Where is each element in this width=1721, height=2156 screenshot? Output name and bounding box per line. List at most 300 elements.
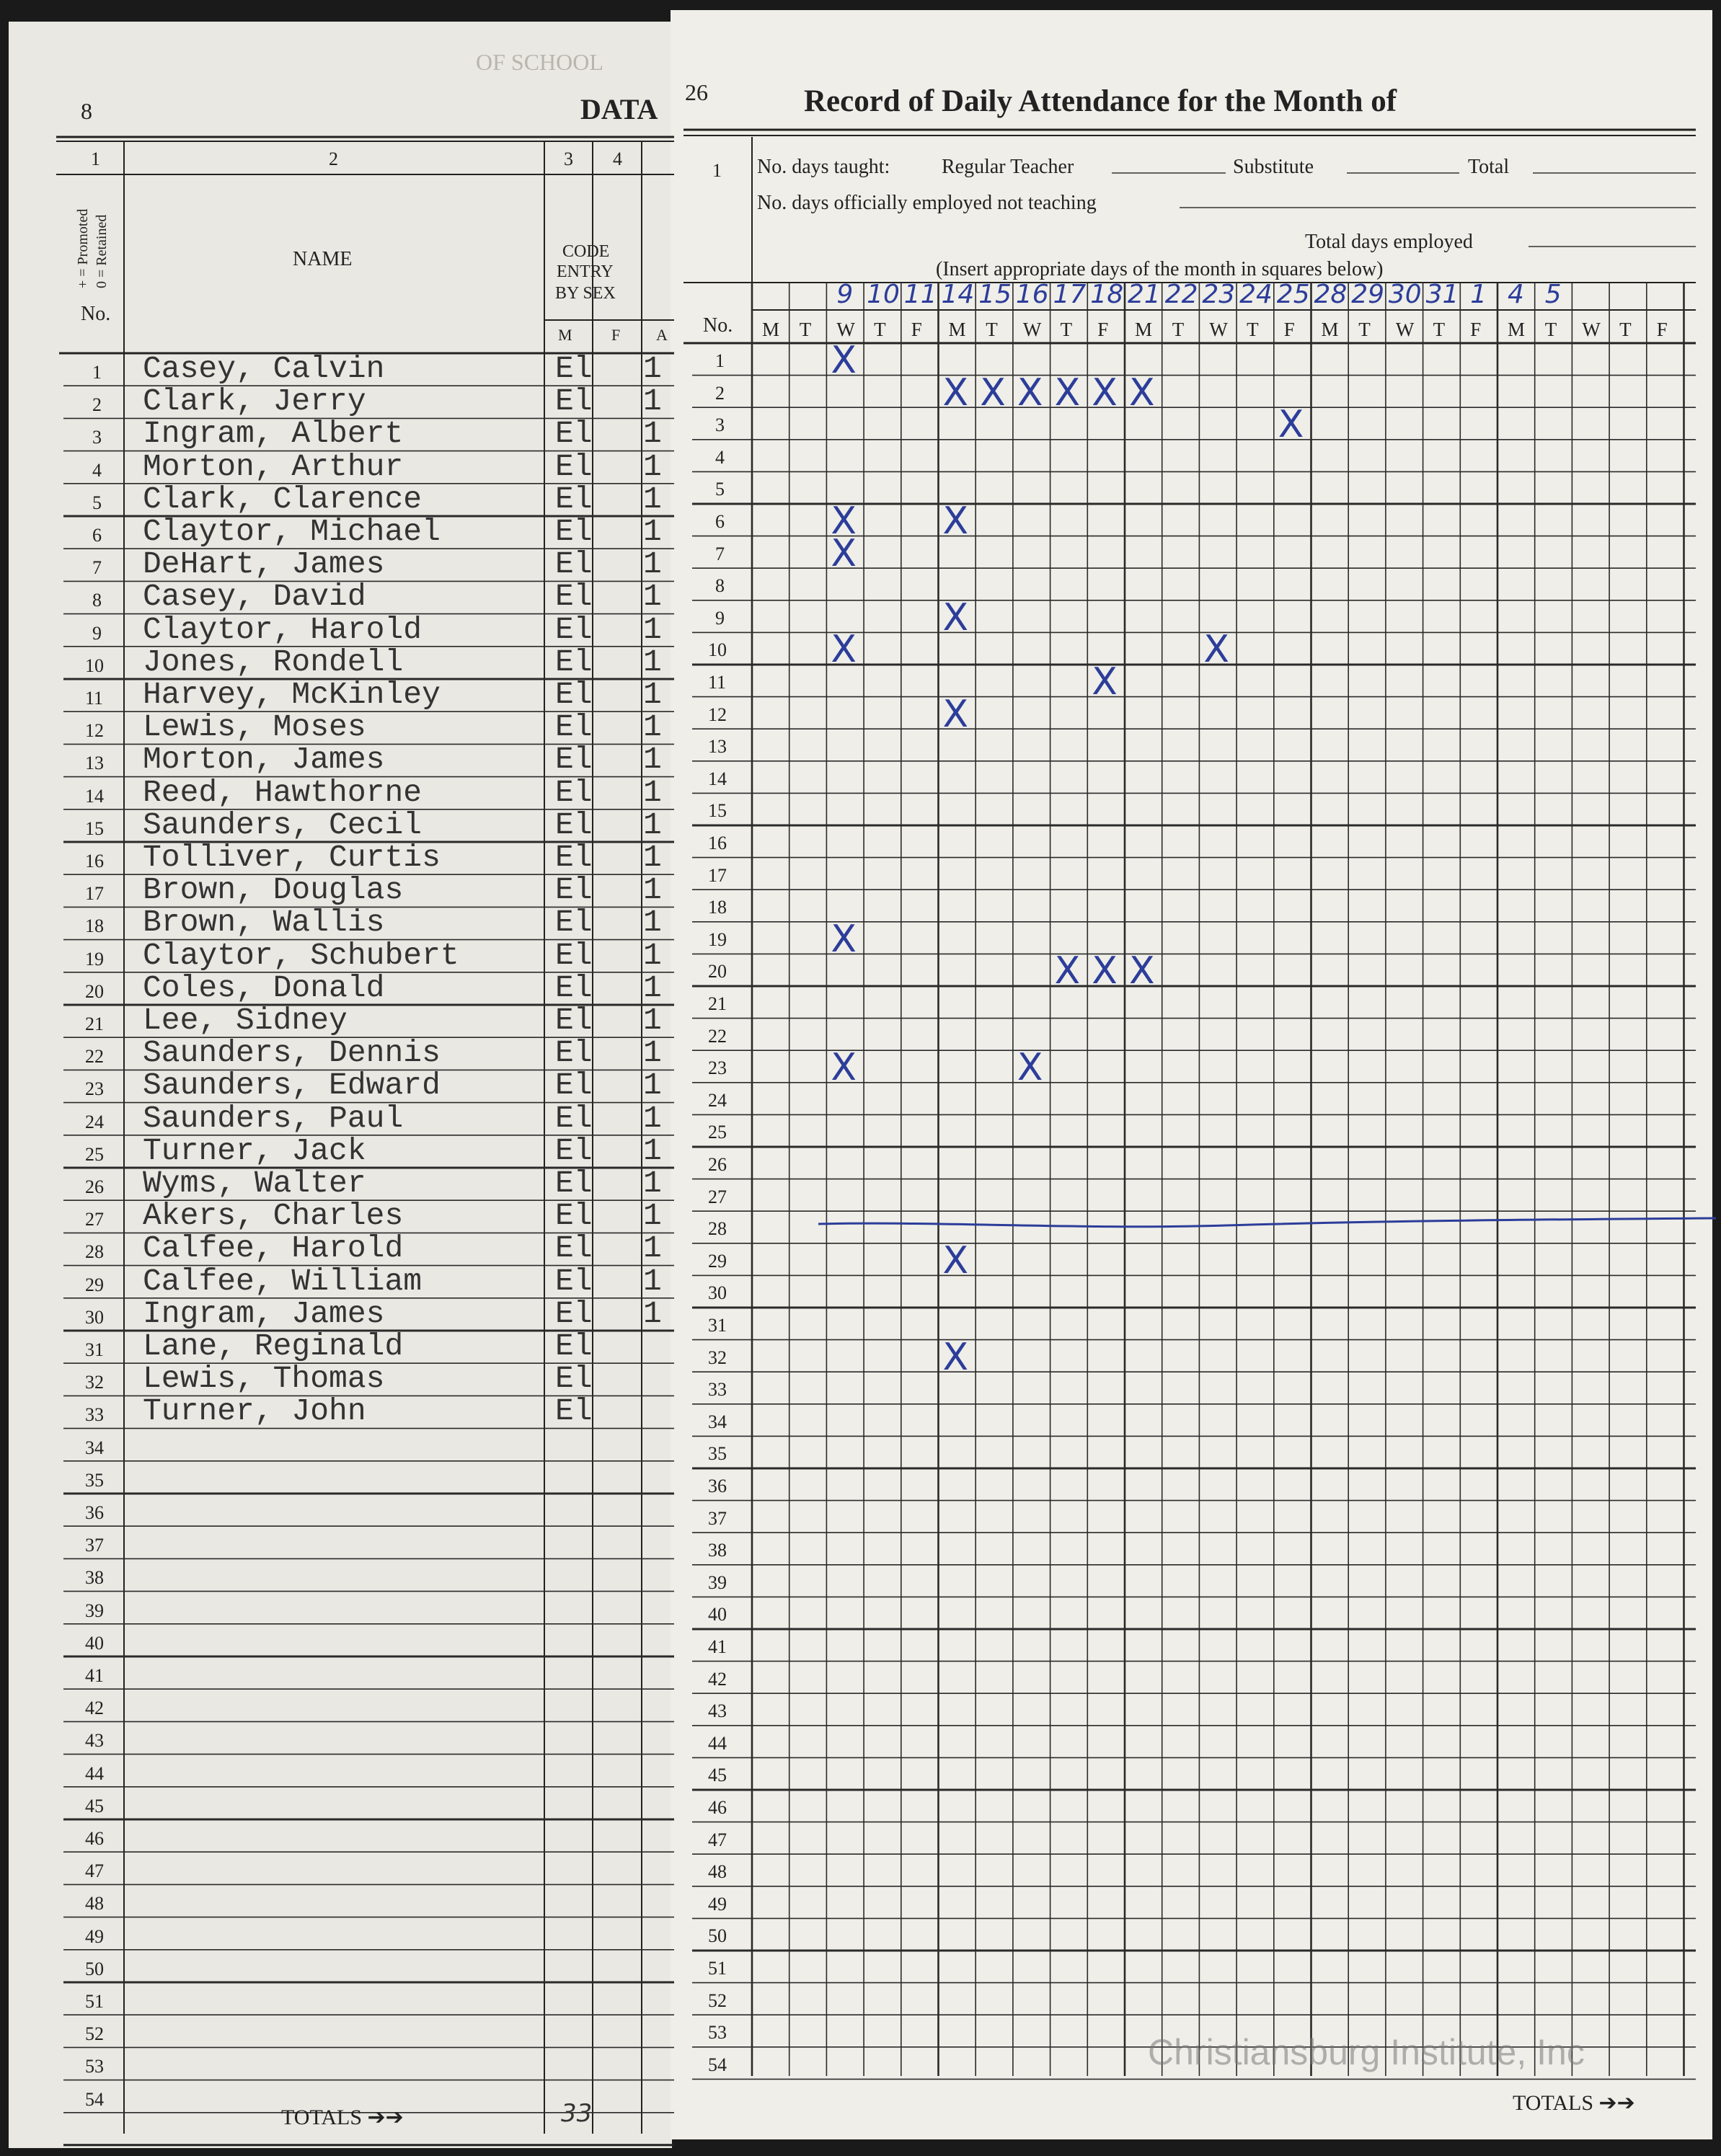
student-name: Jones, Rondell [143, 644, 404, 680]
sex-code: El [555, 1068, 593, 1104]
sex-m-label: M [558, 326, 572, 344]
col-header-2: 2 [329, 148, 338, 169]
col-header-3: 3 [564, 148, 573, 169]
absence-mark: X [831, 917, 857, 961]
col-a-mark: 1 [643, 709, 662, 745]
col-a-mark: 1 [643, 611, 662, 647]
absence-mark: X [831, 628, 857, 672]
row-number: 45 [85, 1795, 104, 1816]
col-a-mark: 1 [643, 1035, 662, 1071]
row-number: 44 [85, 1762, 104, 1784]
absence-mark: X [1278, 403, 1304, 447]
grid-row-number: 35 [708, 1443, 727, 1465]
handwritten-date: 16 [1015, 280, 1049, 309]
row-number: 14 [85, 785, 104, 807]
weekday-label: T [1544, 319, 1557, 340]
grid-row-number: 43 [708, 1700, 727, 1722]
sex-code: El [555, 905, 593, 941]
col-a-mark: 1 [643, 1263, 662, 1299]
grid-row-number: 27 [708, 1186, 727, 1207]
row-number: 16 [85, 851, 104, 871]
student-name: Saunders, Dennis [143, 1035, 441, 1071]
handwritten-date: 14 [941, 280, 975, 309]
weekday-label: T [874, 319, 886, 340]
code-label-3: BY SEX [555, 284, 616, 303]
handwritten-date: 24 [1239, 280, 1273, 309]
student-name: Brown, Douglas [143, 872, 404, 908]
left-page-title-fragment: DATA [580, 93, 658, 125]
sex-code: El [555, 1393, 593, 1429]
left-totals-value: 33 [561, 2099, 593, 2128]
sex-code: El [555, 1361, 593, 1397]
col-a-mark: 1 [643, 1100, 662, 1136]
left-no-label: No. [81, 303, 111, 325]
substitute-label: Substitute [1233, 156, 1314, 178]
col-a-mark: 1 [643, 448, 662, 484]
row-number: 26 [85, 1176, 104, 1197]
grid-row-number: 34 [708, 1411, 727, 1432]
sex-code: El [555, 1132, 593, 1168]
student-name: DeHart, James [143, 546, 385, 582]
row-number: 3 [92, 427, 102, 448]
student-name: Clark, Clarence [143, 481, 422, 517]
sex-code: El [555, 677, 593, 712]
grid-row-number: 30 [708, 1282, 727, 1304]
col-a-mark: 1 [643, 546, 662, 582]
sex-code: El [555, 351, 593, 386]
row-number: 2 [92, 394, 102, 416]
sex-code: El [555, 1295, 593, 1331]
row-number: 43 [85, 1730, 104, 1752]
weekday-label: M [1321, 319, 1339, 340]
weekday-label: W [1209, 319, 1228, 340]
code-label-2: ENTRY [557, 262, 614, 281]
row-number: 29 [85, 1274, 104, 1295]
handwritten-date: 21 [1128, 280, 1161, 309]
absence-mark: X [980, 371, 1006, 414]
student-name: Casey, David [143, 579, 366, 615]
weekday-label: M [1135, 319, 1153, 340]
student-name: Claytor, Michael [143, 514, 441, 549]
grid-row-number: 29 [708, 1250, 727, 1272]
grid-row-number: 26 [708, 1154, 727, 1175]
left-page-number: 8 [81, 98, 92, 124]
sex-code: El [555, 383, 593, 420]
student-name: Clark, Jerry [143, 383, 366, 420]
student-name: Saunders, Edward [143, 1068, 441, 1104]
total-employed-label: Total days employed [1305, 231, 1473, 253]
row-number: 48 [85, 1893, 104, 1915]
student-name: Ingram, Albert [143, 416, 404, 452]
grid-row-number: 47 [708, 1829, 727, 1850]
row-number: 17 [85, 883, 104, 905]
weekday-label: W [1395, 319, 1415, 340]
col-a-mark: 1 [643, 872, 662, 908]
sex-code: El [555, 416, 593, 452]
code-label-1: CODE [562, 242, 610, 261]
handwritten-date: 29 [1351, 280, 1384, 309]
row-number: 39 [85, 1600, 104, 1621]
weekday-label: F [1283, 319, 1295, 340]
absence-mark: X [1017, 1046, 1043, 1090]
row-number: 25 [85, 1143, 104, 1165]
student-name: Lewis, Thomas [143, 1361, 385, 1397]
sex-code: El [555, 1263, 593, 1299]
handwritten-date: 25 [1276, 280, 1310, 309]
absence-mark: X [942, 692, 969, 736]
col-a-mark: 1 [643, 677, 662, 712]
weekday-label: M [762, 319, 780, 340]
absence-mark: X [831, 1046, 857, 1090]
grid-row-number: 32 [708, 1347, 727, 1368]
col-header-1: 1 [91, 148, 100, 169]
row-number: 37 [85, 1535, 104, 1556]
grid-row-number: 42 [708, 1668, 727, 1690]
name-header: NAME [293, 248, 353, 270]
attendance-title: Record of Daily Attendance for the Month of [804, 84, 1397, 118]
sex-code: El [555, 546, 593, 582]
absence-mark: X [942, 500, 969, 543]
handwritten-date: 31 [1425, 280, 1459, 309]
sex-code: El [555, 1100, 593, 1136]
weekday-label: W [836, 319, 855, 340]
row-number: 5 [92, 492, 102, 513]
grid-row-number: 18 [708, 897, 727, 918]
grid-row-number: 50 [708, 1925, 727, 1947]
row-number: 54 [85, 2088, 104, 2110]
col-a-mark: 1 [643, 807, 662, 843]
handwritten-date: 4 [1508, 280, 1524, 309]
total-label: Total [1468, 156, 1510, 178]
student-name: Turner, John [143, 1393, 366, 1429]
promoted-label: + = Promoted [75, 208, 91, 288]
weekday-label: T [986, 319, 998, 340]
grid-row-number: 22 [708, 1025, 727, 1047]
row-number: 38 [85, 1567, 104, 1589]
weekday-label: M [1508, 319, 1526, 340]
weekday-label: F [1470, 319, 1482, 340]
sex-code: El [555, 937, 593, 973]
row-number: 47 [85, 1860, 104, 1882]
col-a-mark: 1 [643, 383, 662, 420]
student-name: Claytor, Harold [143, 611, 422, 647]
student-name: Saunders, Paul [143, 1100, 404, 1136]
right-col1-label: 1 [712, 160, 722, 181]
grid-row-number: 20 [708, 961, 727, 982]
row-number: 50 [85, 1958, 104, 1979]
col-a-mark: 1 [643, 905, 662, 941]
col-a-label: A [656, 326, 668, 344]
absence-mark: X [1054, 371, 1081, 414]
weekday-label: T [1247, 319, 1259, 340]
col-a-mark: 1 [643, 579, 662, 615]
sex-code: El [555, 840, 593, 875]
grid-row-number: 1 [715, 350, 725, 371]
absence-mark: X [1092, 660, 1118, 704]
row-number: 49 [85, 1925, 104, 1947]
weekday-label: T [1358, 319, 1371, 340]
right-no-label: No. [703, 314, 733, 337]
insert-note: (Insert appropriate days of the month in squares below) [936, 258, 1384, 280]
student-name: Casey, Calvin [143, 351, 385, 386]
weekday-label: W [1022, 319, 1042, 340]
left-totals-label: TOTALS ➔➔ [281, 2106, 404, 2129]
row-number: 28 [85, 1241, 104, 1263]
row-number: 19 [85, 948, 104, 970]
row-number: 4 [92, 459, 102, 481]
grid-row-number: 10 [708, 639, 727, 661]
grid-row-number: 12 [708, 704, 727, 725]
grid-row-number: 17 [708, 864, 727, 886]
sex-code: El [555, 481, 593, 517]
student-name: Calfee, Harold [143, 1230, 404, 1266]
row-number: 8 [92, 590, 102, 611]
weekday-label: F [911, 319, 922, 340]
absence-mark: X [831, 339, 857, 382]
grid-row-number: 38 [708, 1540, 727, 1561]
sex-code: El [555, 1230, 593, 1266]
row-number: 41 [85, 1665, 104, 1686]
handwritten-date: 22 [1164, 280, 1198, 309]
grid-row-number: 41 [708, 1636, 727, 1657]
col-a-mark: 1 [643, 840, 662, 875]
student-name: Claytor, Schubert [143, 937, 459, 973]
grid-row-number: 7 [715, 543, 725, 564]
grid-row-number: 14 [708, 768, 727, 789]
row-number: 33 [85, 1404, 104, 1426]
grid-row-number: 40 [708, 1604, 727, 1625]
grid-row-number: 45 [708, 1765, 727, 1786]
weekday-label: F [1656, 319, 1668, 340]
row-number: 15 [85, 817, 104, 839]
col-a-mark: 1 [643, 1295, 662, 1331]
handwritten-date: 9 [836, 280, 854, 309]
col-a-mark: 1 [643, 742, 662, 778]
row-number: 6 [92, 525, 102, 546]
grid-row-number: 37 [708, 1507, 727, 1529]
absence-mark: X [1129, 949, 1155, 993]
student-name: Lee, Sidney [143, 1003, 348, 1038]
sex-code: El [555, 872, 593, 908]
student-name: Saunders, Cecil [143, 807, 422, 843]
row-number: 10 [85, 655, 104, 676]
sex-code: El [555, 742, 593, 778]
right-page-number: 26 [685, 79, 708, 105]
row-number: 13 [85, 753, 104, 774]
absence-mark: X [1092, 371, 1118, 414]
col-a-mark: 1 [643, 514, 662, 549]
sex-code: El [555, 807, 593, 843]
row-number: 52 [85, 2023, 104, 2045]
sex-code: El [555, 579, 593, 615]
weekday-label: T [1433, 319, 1446, 340]
col-a-mark: 1 [643, 351, 662, 386]
absence-mark: X [1203, 628, 1230, 672]
row-number: 27 [85, 1209, 104, 1230]
student-name: Reed, Hawthorne [143, 774, 422, 810]
absence-mark: X [942, 595, 969, 639]
row-number: 12 [85, 720, 104, 742]
absence-mark: X [1054, 949, 1081, 993]
col-a-mark: 1 [643, 1068, 662, 1104]
handwritten-date: 23 [1202, 280, 1236, 309]
watermark: Christiansburg Institute, Inc [1148, 2032, 1585, 2072]
row-number: 53 [85, 2056, 104, 2077]
grid-row-number: 54 [708, 2054, 727, 2075]
col-a-mark: 1 [643, 1003, 662, 1038]
student-name: Morton, James [143, 742, 385, 778]
grid-row-number: 13 [708, 736, 727, 758]
absence-mark: X [1017, 371, 1043, 414]
weekday-label: T [1619, 319, 1632, 340]
right-totals-label: TOTALS ➔➔ [1513, 2091, 1635, 2115]
handwritten-line [818, 1218, 1716, 1227]
absence-mark: X [1129, 371, 1155, 414]
handwritten-date: 1 [1470, 280, 1487, 309]
grid-row-number: 4 [715, 446, 725, 468]
student-name: Lewis, Moses [143, 709, 366, 745]
grid-row-number: 6 [715, 511, 725, 532]
col-header-4: 4 [613, 148, 622, 169]
row-number: 35 [85, 1469, 104, 1491]
handwritten-date: 5 [1544, 280, 1562, 309]
retained-label: 0 = Retained [94, 214, 110, 288]
row-number: 21 [85, 1013, 104, 1034]
days-taught-label: No. days taught: [757, 156, 890, 178]
sex-code: El [555, 1328, 593, 1364]
absence-mark: X [831, 531, 857, 575]
col-a-mark: 1 [643, 1132, 662, 1168]
grid-row-number: 51 [708, 1958, 727, 1979]
student-name: Brown, Wallis [143, 905, 385, 941]
sex-code: El [555, 611, 593, 647]
absence-mark: X [1092, 949, 1118, 993]
handwritten-date: 30 [1388, 280, 1422, 309]
grid-row-number: 23 [708, 1057, 727, 1079]
student-name: Coles, Donald [143, 970, 385, 1006]
weekday-label: W [1582, 319, 1601, 340]
absence-mark: X [831, 500, 857, 543]
grid-row-number: 39 [708, 1571, 727, 1593]
row-number: 18 [85, 915, 104, 937]
handwritten-date: 17 [1053, 280, 1087, 309]
grid-row-number: 44 [708, 1732, 727, 1754]
student-name: Morton, Arthur [143, 448, 404, 484]
grid-row-number: 46 [708, 1797, 727, 1818]
grid-row-number: 25 [708, 1122, 727, 1143]
sex-f-label: F [611, 326, 621, 344]
row-number: 1 [92, 362, 102, 383]
grid-row-number: 36 [708, 1476, 727, 1496]
handwritten-date: 10 [867, 280, 900, 309]
student-name: Ingram, James [143, 1295, 385, 1331]
row-number: 42 [85, 1698, 104, 1719]
sex-code: El [555, 448, 593, 484]
row-number: 46 [85, 1828, 104, 1849]
row-number: 11 [85, 688, 104, 709]
grid-row-number: 8 [715, 575, 725, 597]
sex-code: El [555, 1035, 593, 1071]
col-a-mark: 1 [643, 1198, 662, 1234]
student-name: Tolliver, Curtis [143, 840, 441, 875]
row-number: 51 [85, 1991, 104, 2012]
handwritten-date: 11 [903, 280, 937, 309]
row-number: 36 [85, 1502, 104, 1523]
weekday-label: F [1097, 319, 1109, 340]
col-a-mark: 1 [643, 1230, 662, 1266]
row-number: 20 [85, 980, 104, 1002]
grid-row-number: 3 [715, 414, 725, 436]
regular-teacher-label: Regular Teacher [942, 156, 1074, 178]
grid-row-number: 16 [708, 833, 727, 853]
col-a-mark: 1 [643, 416, 662, 452]
student-name: Harvey, McKinley [143, 677, 441, 712]
sex-code: El [555, 709, 593, 745]
row-number: 30 [85, 1306, 104, 1328]
grid-row-number: 31 [708, 1315, 727, 1336]
grid-row-number: 15 [708, 800, 727, 822]
grid-row-number: 21 [708, 993, 727, 1014]
student-name: Akers, Charles [143, 1198, 404, 1234]
absence-mark: X [942, 1238, 969, 1282]
grid-row-number: 5 [715, 479, 725, 500]
weekday-label: T [799, 319, 812, 340]
row-number: 9 [92, 622, 102, 644]
weekday-label: T [1060, 319, 1073, 340]
grid-row-number: 48 [708, 1861, 727, 1883]
col-a-mark: 1 [643, 970, 662, 1006]
sex-code: El [555, 970, 593, 1006]
weekday-label: M [948, 319, 966, 340]
grid-row-number: 19 [708, 928, 727, 950]
handwritten-date: 28 [1314, 280, 1348, 309]
absence-mark: X [942, 1335, 969, 1379]
sex-code: El [555, 514, 593, 549]
grid-row-number: 52 [708, 1989, 727, 2011]
grid-row-number: 33 [708, 1379, 727, 1401]
row-number: 34 [85, 1437, 104, 1458]
student-name: Lane, Reginald [143, 1328, 404, 1364]
row-number: 31 [85, 1339, 104, 1360]
grid-row-number: 11 [708, 672, 727, 693]
handwritten-date: 15 [978, 280, 1012, 309]
row-number: 22 [85, 1046, 104, 1068]
row-number: 24 [85, 1111, 104, 1132]
col-a-mark: 1 [643, 1166, 662, 1201]
grid-row-number: 49 [708, 1893, 727, 1915]
row-number: 23 [85, 1078, 104, 1100]
row-number: 40 [85, 1632, 104, 1654]
weekday-label: T [1172, 319, 1185, 340]
faint-header-text: OF SCHOOL [476, 49, 603, 75]
col-a-mark: 1 [643, 937, 662, 973]
student-name: Wyms, Walter [143, 1166, 366, 1201]
sex-code: El [555, 644, 593, 680]
grid-row-number: 53 [708, 2022, 727, 2044]
absence-mark: X [942, 371, 969, 414]
student-name: Turner, Jack [143, 1132, 366, 1168]
grid-row-number: 9 [715, 607, 725, 629]
student-name: Calfee, William [143, 1263, 422, 1299]
grid-row-number: 28 [708, 1218, 727, 1240]
grid-row-number: 2 [715, 382, 725, 404]
grid-row-number: 24 [708, 1089, 727, 1111]
col-a-mark: 1 [643, 481, 662, 517]
col-a-mark: 1 [643, 644, 662, 680]
row-number: 32 [85, 1372, 104, 1393]
sex-code: El [555, 774, 593, 810]
sex-code: El [555, 1003, 593, 1038]
